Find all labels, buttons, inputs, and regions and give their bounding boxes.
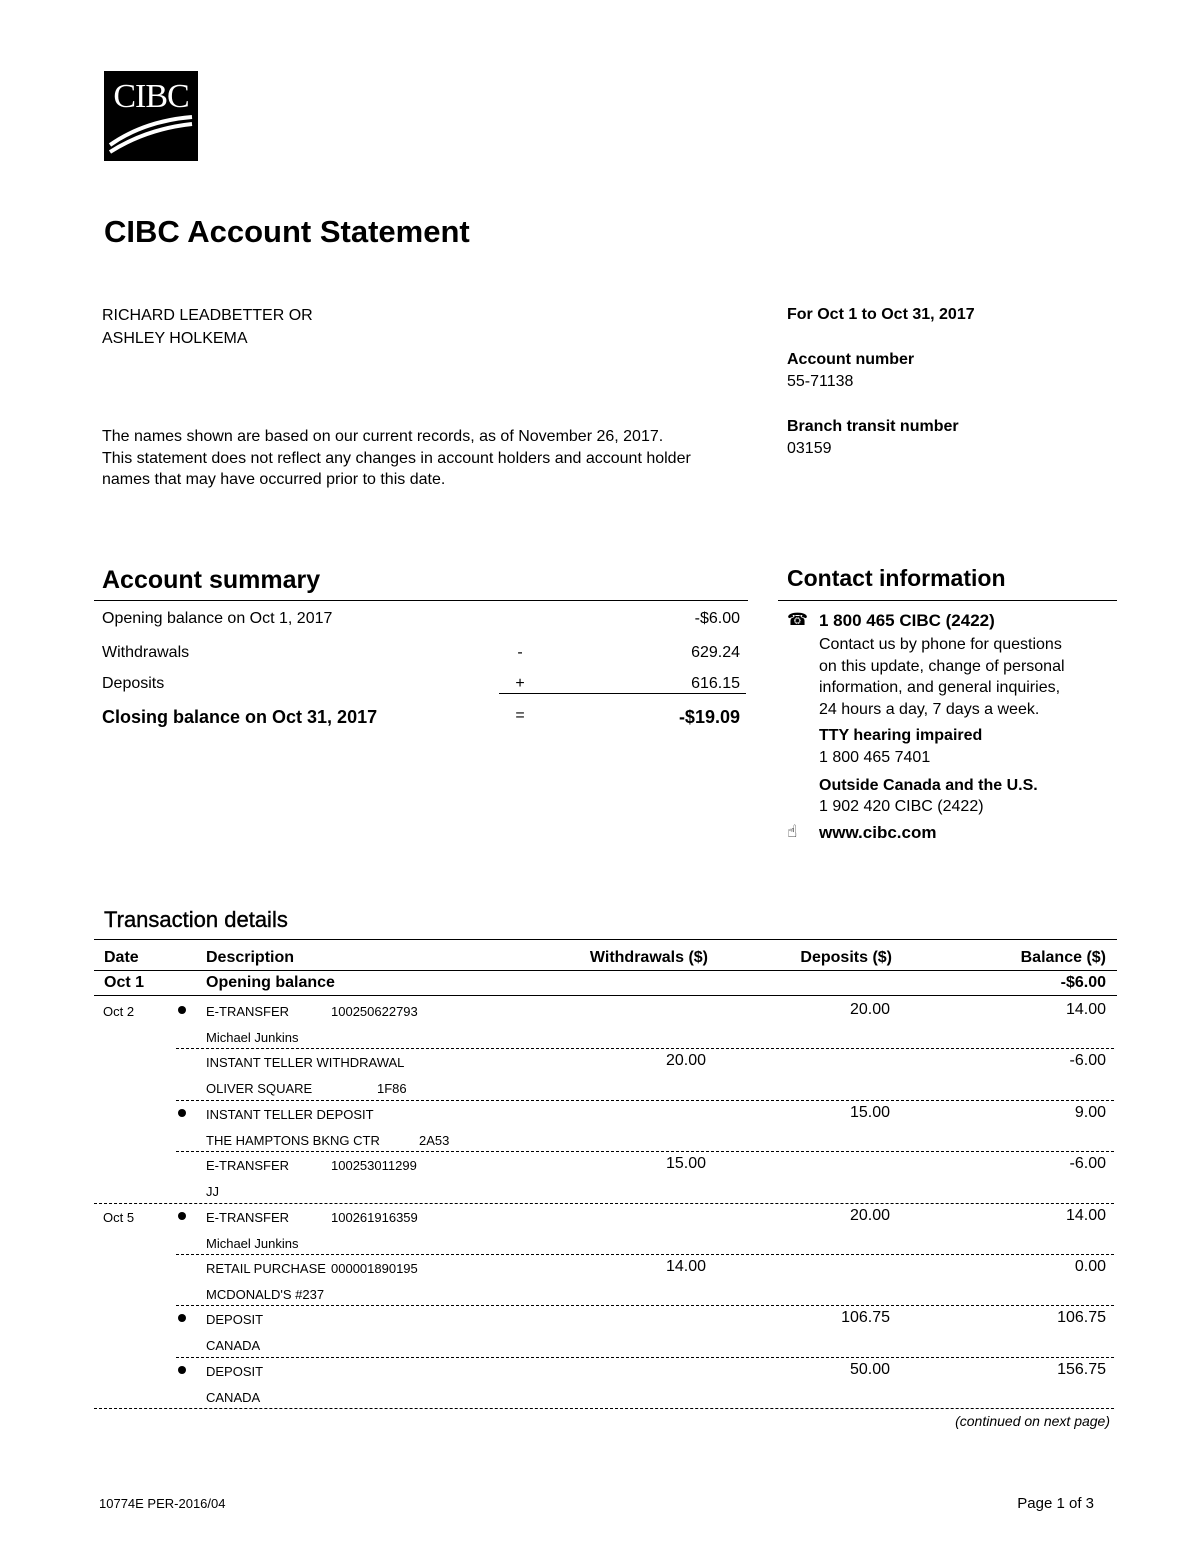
header-deposits: Deposits ($) (800, 949, 892, 966)
statement-period: For Oct 1 to Oct 31, 2017 (787, 306, 975, 323)
phone-icon: ☎ (787, 610, 809, 629)
row-separator (176, 1100, 1114, 1101)
transaction-deposit: 20.00 (849, 1001, 890, 1018)
summary-label: Opening balance on Oct 1, 2017 (102, 610, 333, 627)
form-number: 10774E PER-2016/04 (99, 1496, 226, 1511)
transaction-deposit: 50.00 (849, 1360, 890, 1378)
row-separator (94, 1203, 1114, 1204)
row-separator (176, 1048, 1114, 1049)
holder-name: RICHARD LEADBETTER OR (102, 307, 313, 324)
transaction-withdrawal: 15.00 (665, 1155, 706, 1173)
phone-description (819, 634, 1065, 720)
transaction-balance: 9.00 (1074, 1103, 1106, 1121)
transaction-reference: 000001890195 (331, 1261, 418, 1276)
deposit-marker-icon (178, 1366, 186, 1374)
phone-desc-line: Contact us by phone for questions (819, 636, 1062, 653)
summary-rule (94, 600, 748, 601)
web-pointer-icon: ☝ (787, 822, 798, 841)
transaction-description: RETAIL PURCHASE (206, 1261, 326, 1276)
transaction-detail: Michael Junkins (206, 1235, 299, 1251)
account-holders (102, 304, 313, 350)
row-separator (176, 1254, 1114, 1255)
transactions-top-rule (94, 939, 1117, 940)
transaction-withdrawal: 14.00 (665, 1258, 706, 1275)
transaction-balance: 0.00 (1074, 1258, 1106, 1275)
transaction-detail: JJ (206, 1184, 219, 1200)
account-summary-title: Account summary (102, 566, 321, 594)
header-description: Description (206, 949, 295, 966)
row-separator (176, 1151, 1114, 1152)
branch-transit-label: Branch transit number (787, 418, 959, 435)
header-balance: Balance ($) (1020, 949, 1106, 966)
transaction-details-title: Transaction details (104, 907, 288, 932)
transaction-withdrawal: 20.00 (665, 1052, 706, 1070)
transaction-balance: 14.00 (1065, 1206, 1106, 1224)
branch-transit-number: 03159 (787, 440, 832, 457)
summary-operator: + (515, 675, 525, 692)
summary-withdrawals-row (102, 644, 740, 668)
transaction-detail-code: 1F86 (377, 1081, 407, 1097)
page-title: CIBC Account Statement (104, 214, 470, 249)
transaction-balance: 14.00 (1065, 1001, 1106, 1018)
header-rule (94, 970, 1117, 971)
transaction-balance: -6.00 (1069, 1155, 1106, 1173)
opening-balance: -$6.00 (1060, 974, 1106, 991)
opening-rule (94, 995, 1117, 996)
account-number-label: Account number (787, 351, 915, 368)
transaction-description: E-TRANSFER (206, 1004, 290, 1019)
phone-desc-line: information, and general inquiries, (819, 679, 1061, 696)
transaction-detail: MCDONALD'S #237 (206, 1287, 325, 1302)
contact-rule (778, 600, 1117, 601)
transaction-deposit: 20.00 (849, 1206, 890, 1224)
header-withdrawals: Withdrawals ($) (589, 949, 708, 966)
summary-deposits-row (102, 675, 740, 699)
transaction-description: INSTANT TELLER WITHDRAWAL (206, 1055, 405, 1071)
tty-number[interactable]: 1 800 465 7401 (819, 749, 931, 766)
transaction-detail: CANADA (206, 1389, 261, 1405)
outside-canada-number[interactable]: 1 902 420 CIBC (2422) (819, 798, 984, 815)
transaction-deposit: 106.75 (841, 1309, 890, 1327)
logo-swoosh-icon (104, 111, 198, 161)
transaction-detail: THE HAMPTONS BKNG CTR (206, 1132, 380, 1148)
row-separator (176, 1357, 1114, 1358)
transaction-description: DEPOSIT (206, 1312, 264, 1328)
transaction-date: Oct 2 (103, 1004, 135, 1019)
transaction-reference: 100261916359 (331, 1209, 418, 1225)
phone-number[interactable]: 1 800 465 CIBC (2422) (819, 611, 995, 630)
summary-operator: = (515, 707, 525, 724)
opening-description: Opening balance (206, 974, 335, 991)
row-separator (94, 1408, 1114, 1409)
summary-closing-row (102, 707, 740, 731)
summary-amount: 629.24 (691, 644, 740, 661)
contact-info-title: Contact information (787, 565, 1006, 591)
transaction-description: E-TRANSFER (206, 1158, 290, 1174)
continued-note: (continued on next page) (955, 1413, 1110, 1429)
deposit-marker-icon (178, 1006, 186, 1014)
summary-total-rule (499, 693, 746, 694)
transaction-description: E-TRANSFER (206, 1209, 290, 1225)
account-number: 55-71138 (787, 373, 854, 390)
transaction-balance: 106.75 (1057, 1309, 1106, 1327)
transaction-date: Oct 5 (103, 1209, 135, 1225)
summary-amount: -$6.00 (694, 610, 740, 627)
transaction-deposit: 15.00 (849, 1103, 890, 1121)
transaction-description: INSTANT TELLER DEPOSIT (206, 1106, 374, 1122)
row-separator (176, 1305, 1114, 1306)
transaction-description: DEPOSIT (206, 1363, 264, 1379)
phone-desc-line: on this update, change of personal (819, 657, 1065, 675)
phone-desc-line: 24 hours a day, 7 days a week. (819, 700, 1040, 718)
deposit-marker-icon (178, 1314, 186, 1322)
summary-amount: -$19.09 (678, 707, 740, 727)
opening-date: Oct 1 (104, 974, 145, 991)
summary-amount: 616.15 (691, 675, 740, 692)
transaction-balance: -6.00 (1069, 1052, 1106, 1070)
transaction-detail-code: 2A53 (419, 1132, 450, 1148)
transaction-detail: CANADA (206, 1338, 261, 1354)
transaction-reference: 100253011299 (331, 1158, 417, 1174)
logo-text: CIBC (113, 78, 189, 115)
summary-opening-row (102, 610, 740, 634)
transaction-balance: 156.75 (1057, 1360, 1106, 1378)
names-notice: The names shown are based on our current records, as of November 26, 2017. This statement does not reflect any changes in account holders and account holder names that may have occurred prior to this date. (102, 428, 691, 488)
transaction-detail: Michael Junkins (206, 1030, 299, 1045)
holder-name: ASHLEY HOLKEMA (102, 330, 248, 347)
transaction-reference: 100250622793 (331, 1004, 418, 1019)
summary-label: Deposits (102, 675, 165, 692)
deposit-marker-icon (178, 1109, 186, 1117)
tty-label: TTY hearing impaired (819, 727, 983, 744)
summary-operator: - (517, 644, 523, 661)
transaction-detail: OLIVER SQUARE (206, 1081, 313, 1097)
website-link[interactable]: www.cibc.com (819, 823, 937, 842)
cibc-logo (104, 71, 198, 161)
page-number: Page 1 of 3 (1017, 1495, 1094, 1512)
outside-canada-label: Outside Canada and the U.S. (819, 777, 1038, 794)
header-date: Date (104, 949, 139, 966)
summary-label: Withdrawals (102, 644, 190, 661)
summary-label: Closing balance on Oct 31, 2017 (102, 707, 378, 727)
deposit-marker-icon (178, 1212, 186, 1220)
